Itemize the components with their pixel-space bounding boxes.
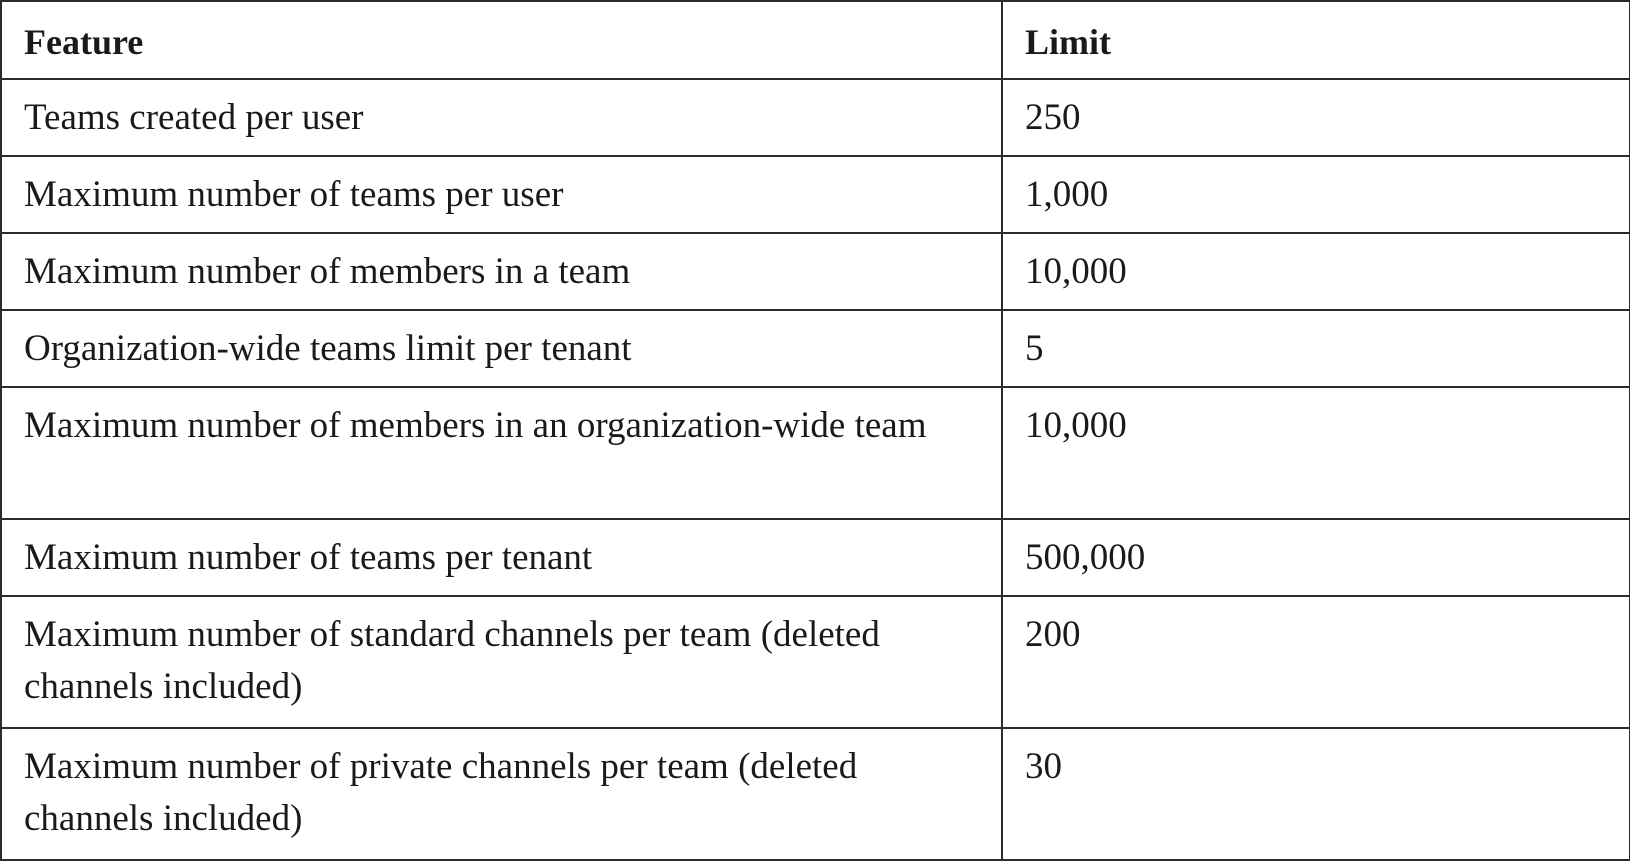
feature-column-header: Feature — [1, 1, 1002, 79]
table-row — [1, 728, 1630, 860]
feature-cell: Maximum number of members in an organization-wide team — [1, 387, 1002, 519]
feature-cell: Maximum number of members in a team — [1, 233, 1002, 310]
table-row — [1, 519, 1630, 596]
limit-cell: 500,000 — [1002, 519, 1630, 596]
limit-cell: 5 — [1002, 310, 1630, 387]
limit-cell: 10,000 — [1002, 233, 1630, 310]
feature-cell: Maximum number of standard channels per team (deleted channels included) — [1, 596, 1002, 728]
limit-cell: 30 — [1002, 728, 1630, 860]
limit-cell: 250 — [1002, 79, 1630, 156]
table-row — [1, 79, 1630, 156]
feature-cell: Organization-wide teams limit per tenant — [1, 310, 1002, 387]
feature-cell: Maximum number of teams per user — [1, 156, 1002, 233]
table-row — [1, 310, 1630, 387]
table-row — [1, 596, 1630, 728]
feature-cell: Teams created per user — [1, 79, 1002, 156]
table-header-row — [1, 1, 1630, 79]
limit-cell: 1,000 — [1002, 156, 1630, 233]
table-row — [1, 233, 1630, 310]
limit-cell: 200 — [1002, 596, 1630, 728]
table-row — [1, 387, 1630, 519]
limit-cell: 10,000 — [1002, 387, 1630, 519]
feature-cell: Maximum number of private channels per team (deleted channels included) — [1, 728, 1002, 860]
table-row — [1, 156, 1630, 233]
limit-column-header: Limit — [1002, 1, 1630, 79]
feature-cell: Maximum number of teams per tenant — [1, 519, 1002, 596]
